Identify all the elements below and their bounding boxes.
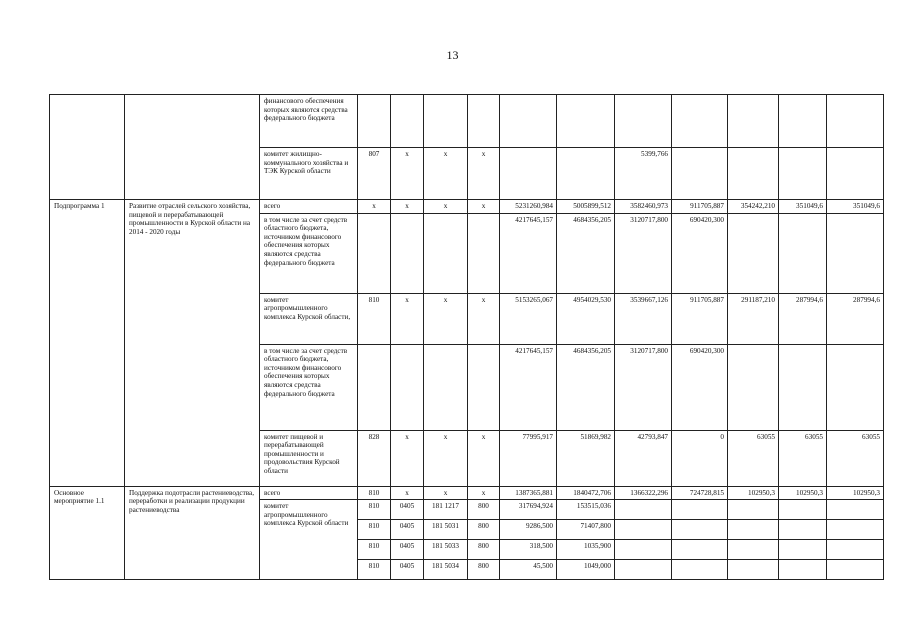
y6-cell — [779, 520, 827, 540]
funding-table — [49, 94, 884, 580]
y5-cell — [728, 560, 779, 580]
y4-cell: 690420,300 — [672, 213, 728, 293]
y7-cell: 287994,6 — [827, 293, 884, 344]
y6-cell: 287994,6 — [779, 293, 827, 344]
y3-cell: 3120717,800 — [615, 344, 672, 430]
csr-cell: 181 5033 — [424, 540, 468, 560]
source-cell: комитет жилищно-коммунального хозяйства и ТЭК Курской области — [260, 148, 358, 200]
table-row — [50, 95, 884, 148]
rz-cell: x — [391, 200, 424, 214]
vr-cell — [468, 95, 500, 148]
rz-cell — [391, 344, 424, 430]
rz-cell: 0405 — [391, 520, 424, 540]
program-title-cell: Развитие отраслей сельского хозяйства, пищевой и перерабатывающей промышленности в Курской области на 2014 - 2020 годы — [125, 200, 260, 487]
rz-cell: x — [391, 148, 424, 200]
vr-cell: 800 — [468, 520, 500, 540]
y2-cell: 71407,800 — [557, 520, 615, 540]
y5-cell: 291187,210 — [728, 293, 779, 344]
table-row — [50, 486, 884, 500]
y3-cell: 1366322,296 — [615, 486, 672, 500]
csr-cell: x — [424, 430, 468, 486]
y4-cell — [672, 148, 728, 200]
vr-cell: x — [468, 200, 500, 214]
y2-cell: 51869,982 — [557, 430, 615, 486]
y1-cell: 77995,917 — [500, 430, 557, 486]
program-cell — [50, 95, 125, 200]
y6-cell — [779, 213, 827, 293]
y2-cell — [557, 95, 615, 148]
y1-cell: 45,500 — [500, 560, 557, 580]
grbs-cell: 810 — [358, 560, 391, 580]
program-cell: Подпрограмма 1 — [50, 200, 125, 487]
y2-cell: 4684356,205 — [557, 213, 615, 293]
y5-cell — [728, 95, 779, 148]
grbs-cell: 810 — [358, 520, 391, 540]
y2-cell: 4954029,530 — [557, 293, 615, 344]
csr-cell: 181 1217 — [424, 500, 468, 520]
y3-cell — [615, 540, 672, 560]
rz-cell — [391, 213, 424, 293]
vr-cell — [468, 344, 500, 430]
vr-cell — [468, 213, 500, 293]
grbs-cell: 810 — [358, 540, 391, 560]
rz-cell: x — [391, 293, 424, 344]
y7-cell: 102950,3 — [827, 486, 884, 500]
source-cell: всего — [260, 200, 358, 214]
y7-cell — [827, 500, 884, 520]
y5-cell — [728, 213, 779, 293]
y7-cell: 351049,6 — [827, 200, 884, 214]
grbs-cell: 810 — [358, 500, 391, 520]
y3-cell: 42793,847 — [615, 430, 672, 486]
csr-cell — [424, 95, 468, 148]
y7-cell — [827, 95, 884, 148]
program-cell: Основное мероприятие 1.1 — [50, 486, 125, 580]
grbs-cell: 810 — [358, 293, 391, 344]
grbs-cell — [358, 95, 391, 148]
grbs-cell: x — [358, 200, 391, 214]
y4-cell: 724728,815 — [672, 486, 728, 500]
page-number: 13 — [446, 48, 459, 62]
y6-cell: 102950,3 — [779, 486, 827, 500]
y6-cell: 351049,6 — [779, 200, 827, 214]
table-body — [50, 95, 884, 580]
y7-cell: 63055 — [827, 430, 884, 486]
program-title-cell: Поддержка подотрасли растениеводства, переработки и реализации продукции растениеводства — [125, 486, 260, 580]
y6-cell — [779, 148, 827, 200]
csr-cell: x — [424, 200, 468, 214]
y3-cell — [615, 500, 672, 520]
y1-cell: 5153265,067 — [500, 293, 557, 344]
vr-cell: x — [468, 430, 500, 486]
y4-cell — [672, 560, 728, 580]
source-cell: комитет агропромышленного комплекса Курской области — [260, 500, 358, 580]
y7-cell — [827, 560, 884, 580]
source-cell: комитет пищевой и перерабатывающей промышленности и продовольствия Курской области — [260, 430, 358, 486]
y5-cell — [728, 520, 779, 540]
y1-cell: 5231260,984 — [500, 200, 557, 214]
y5-cell — [728, 540, 779, 560]
y1-cell: 4217645,157 — [500, 213, 557, 293]
rz-cell: 0405 — [391, 560, 424, 580]
y6-cell: 63055 — [779, 430, 827, 486]
vr-cell: x — [468, 486, 500, 500]
y3-cell: 3539667,126 — [615, 293, 672, 344]
y3-cell — [615, 95, 672, 148]
y3-cell: 3582460,973 — [615, 200, 672, 214]
y7-cell — [827, 213, 884, 293]
y1-cell — [500, 95, 557, 148]
y3-cell: 3120717,800 — [615, 213, 672, 293]
csr-cell: 181 5031 — [424, 520, 468, 540]
y3-cell: 5399,766 — [615, 148, 672, 200]
rz-cell: x — [391, 486, 424, 500]
y2-cell: 1049,000 — [557, 560, 615, 580]
y4-cell: 911705,887 — [672, 200, 728, 214]
y5-cell — [728, 148, 779, 200]
source-cell: всего — [260, 486, 358, 500]
csr-cell: 181 5034 — [424, 560, 468, 580]
y4-cell: 911705,887 — [672, 293, 728, 344]
vr-cell: 800 — [468, 540, 500, 560]
rz-cell: 0405 — [391, 500, 424, 520]
y6-cell — [779, 540, 827, 560]
y2-cell: 153515,036 — [557, 500, 615, 520]
vr-cell: 800 — [468, 500, 500, 520]
vr-cell: x — [468, 293, 500, 344]
y4-cell: 0 — [672, 430, 728, 486]
source-cell: в том числе за счет средств областного бюджета, источником финансового обеспечения которых являются средства федерального бюджета — [260, 213, 358, 293]
y5-cell — [728, 500, 779, 520]
y5-cell — [728, 344, 779, 430]
y1-cell: 1387365,881 — [500, 486, 557, 500]
y2-cell: 1035,900 — [557, 540, 615, 560]
y5-cell: 63055 — [728, 430, 779, 486]
grbs-cell — [358, 344, 391, 430]
program-title-cell — [125, 95, 260, 200]
y7-cell — [827, 344, 884, 430]
table-row — [50, 200, 884, 214]
grbs-cell: 828 — [358, 430, 391, 486]
y3-cell — [615, 560, 672, 580]
rz-cell: 0405 — [391, 540, 424, 560]
csr-cell: x — [424, 148, 468, 200]
source-cell: финансового обеспечения которых являются средства федерального бюджета — [260, 95, 358, 148]
vr-cell: 800 — [468, 560, 500, 580]
vr-cell: x — [468, 148, 500, 200]
y4-cell — [672, 520, 728, 540]
y4-cell — [672, 540, 728, 560]
source-cell: в том числе за счет средств областного бюджета, источником финансового обеспечения которых являются средства федерального бюджета — [260, 344, 358, 430]
y6-cell — [779, 344, 827, 430]
y1-cell: 4217645,157 — [500, 344, 557, 430]
y2-cell: 1840472,706 — [557, 486, 615, 500]
y4-cell — [672, 95, 728, 148]
y1-cell: 318,500 — [500, 540, 557, 560]
y6-cell — [779, 500, 827, 520]
y5-cell: 354242,210 — [728, 200, 779, 214]
y7-cell — [827, 540, 884, 560]
csr-cell: x — [424, 293, 468, 344]
grbs-cell — [358, 213, 391, 293]
y4-cell: 690420,300 — [672, 344, 728, 430]
source-cell: комитет агропромышленного комплекса Курской области, — [260, 293, 358, 344]
y7-cell — [827, 520, 884, 540]
y4-cell — [672, 500, 728, 520]
rz-cell — [391, 95, 424, 148]
rz-cell: x — [391, 430, 424, 486]
y3-cell — [615, 520, 672, 540]
grbs-cell: 807 — [358, 148, 391, 200]
y2-cell: 5005899,512 — [557, 200, 615, 214]
csr-cell — [424, 344, 468, 430]
y1-cell: 9286,500 — [500, 520, 557, 540]
y6-cell — [779, 95, 827, 148]
csr-cell: x — [424, 486, 468, 500]
grbs-cell: 810 — [358, 486, 391, 500]
y7-cell — [827, 148, 884, 200]
y6-cell — [779, 560, 827, 580]
y1-cell: 317694,924 — [500, 500, 557, 520]
y5-cell: 102950,3 — [728, 486, 779, 500]
csr-cell — [424, 213, 468, 293]
y1-cell — [500, 148, 557, 200]
y2-cell: 4684356,205 — [557, 344, 615, 430]
y2-cell — [557, 148, 615, 200]
